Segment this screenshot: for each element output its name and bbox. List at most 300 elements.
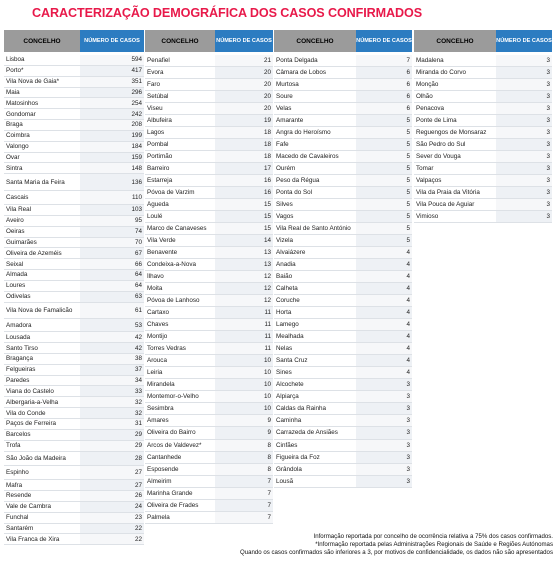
table-row — [4, 174, 144, 191]
table-row — [274, 151, 412, 163]
concelho-cell: Ponta Delgada — [276, 57, 318, 64]
table-row — [414, 103, 552, 115]
concelho-cell: Santa Maria da Feira — [6, 178, 65, 186]
concelho-cell: Lousã — [276, 477, 294, 485]
concelho-cell: Braga — [6, 121, 23, 129]
concelho-cell: Esposende — [147, 465, 179, 473]
table-row — [145, 55, 273, 67]
table-row — [274, 115, 412, 127]
cases-cell: 32 — [80, 397, 144, 407]
table-row — [274, 187, 412, 199]
table-row — [414, 199, 552, 211]
concelho-cell: Tomar — [416, 165, 434, 173]
cases-cell: 29 — [80, 441, 144, 451]
table-row — [274, 355, 412, 367]
table-row — [274, 67, 412, 79]
cases-cell: 31 — [80, 419, 144, 429]
concelho-cell: Alcochete — [276, 381, 304, 389]
table-row — [274, 379, 412, 391]
table-row — [145, 235, 273, 247]
cases-cell: 8 — [215, 452, 273, 463]
cases-cell: 3 — [356, 403, 412, 414]
table-row — [274, 199, 412, 211]
concelho-cell: Ourém — [276, 165, 296, 173]
cases-cell: 12 — [215, 283, 273, 294]
cases-cell: 10 — [215, 379, 273, 390]
cases-cell: 7 — [215, 500, 273, 511]
table-row — [4, 55, 144, 66]
table-row — [274, 235, 412, 247]
cases-cell: 53 — [80, 319, 144, 331]
table-row — [145, 79, 273, 91]
concelho-cell: Aveiro — [6, 217, 24, 225]
page-title: CARACTERIZAÇÃO DEMOGRÁFICA DOS CASOS CONFIRMADOS — [32, 6, 423, 20]
table-row — [145, 476, 273, 488]
concelho-cell: Caminha — [276, 417, 302, 425]
table-row — [4, 354, 144, 365]
table-header — [414, 30, 552, 52]
table-row — [274, 391, 412, 403]
cases-cell: 33 — [80, 386, 144, 396]
concelho-cell: Amares — [147, 417, 169, 425]
concelho-cell: Lousada — [6, 333, 31, 341]
table-row — [274, 403, 412, 415]
header-numero-casos: NÚMERO DE CASOS — [215, 30, 273, 52]
table-row — [145, 415, 273, 427]
cases-cell: 13 — [215, 259, 273, 270]
concelho-cell: Oeiras — [6, 228, 25, 236]
cases-cell: 10 — [215, 355, 273, 366]
cases-cell: 3 — [356, 391, 412, 402]
table-row — [4, 386, 144, 397]
cases-cell: 11 — [215, 343, 273, 354]
cases-cell: 296 — [80, 88, 144, 98]
cases-cell: 22 — [80, 534, 144, 544]
concelho-cell: Gondomar — [6, 110, 36, 118]
concelho-cell: São Pedro do Sul — [416, 141, 466, 149]
table-row — [145, 452, 273, 464]
cases-cell: 136 — [80, 174, 144, 190]
concelho-cell: Penafiel — [147, 57, 170, 64]
cases-cell: 27 — [80, 466, 144, 479]
cases-cell: 95 — [80, 216, 144, 226]
cases-cell: 63 — [80, 292, 144, 302]
cases-cell: 3 — [356, 379, 412, 390]
table-row — [4, 502, 144, 513]
table-row — [4, 238, 144, 249]
table-row — [145, 115, 273, 127]
cases-cell: 27 — [80, 480, 144, 490]
table-row — [4, 376, 144, 387]
cases-cell: 20 — [215, 79, 273, 90]
cases-cell: 9 — [215, 427, 273, 438]
cases-cell: 12 — [215, 271, 273, 282]
concelho-cell: Vale de Cambra — [6, 503, 52, 511]
concelho-cell: Barcelos — [6, 431, 31, 439]
concelho-cell: Funchal — [6, 514, 29, 522]
cases-cell: 4 — [356, 283, 412, 294]
concelho-cell: Bragança — [6, 355, 33, 363]
cases-cell: 19 — [215, 115, 273, 126]
table-row — [4, 365, 144, 376]
table-row — [145, 355, 273, 367]
concelho-cell: Calheta — [276, 285, 298, 293]
table-row — [274, 91, 412, 103]
cases-cell: 3 — [496, 91, 552, 102]
cases-cell: 7 — [356, 55, 412, 66]
cases-cell: 38 — [80, 354, 144, 364]
concelho-cell: Reguengos de Monsaraz — [416, 129, 487, 137]
table-row — [4, 88, 144, 99]
table-row — [145, 151, 273, 163]
concelho-cell: Ponte de Lima — [416, 117, 457, 125]
concelho-cell: Vila da Praia da Vitória — [416, 189, 480, 197]
cases-cell: 21 — [215, 55, 273, 66]
table-row — [274, 139, 412, 151]
table-row — [4, 319, 144, 332]
concelho-cell: Olhão — [416, 93, 433, 101]
table-row — [414, 139, 552, 151]
concelho-cell: Póvoa de Varzim — [147, 189, 195, 197]
concelho-cell: Horta — [276, 309, 292, 317]
table-row — [4, 491, 144, 502]
concelho-cell: Marco de Canaveses — [147, 225, 207, 233]
concelho-cell: Baião — [276, 273, 293, 281]
cases-cell: 184 — [80, 142, 144, 152]
table-row — [4, 452, 144, 467]
table-row — [4, 259, 144, 270]
cases-cell: 74 — [80, 227, 144, 237]
table-row — [4, 109, 144, 120]
concelho-cell: Penacova — [416, 105, 445, 113]
concelho-cell: Monção — [416, 81, 439, 89]
concelho-cell: Alvaiázere — [276, 249, 306, 257]
cases-cell: 4 — [356, 367, 412, 378]
cases-cell: 66 — [80, 259, 144, 269]
concelho-cell: Felgueiras — [6, 366, 36, 374]
concelho-cell: Águeda — [147, 201, 169, 209]
table-row — [4, 77, 144, 88]
table-row — [4, 534, 144, 545]
concelho-cell: Caldas da Rainha — [276, 405, 327, 413]
concelho-cell: Torres Vedras — [147, 345, 186, 353]
concelho-cell: Moita — [147, 285, 163, 293]
concelho-cell: Nelas — [276, 345, 293, 353]
table-row — [4, 227, 144, 238]
table-row — [274, 223, 412, 235]
concelho-cell: Póvoa de Lanhoso — [147, 297, 200, 305]
concelho-cell: Sintra — [6, 164, 23, 172]
concelho-cell: Paços de Ferreira — [6, 420, 57, 428]
concelho-cell: Coimbra — [6, 132, 30, 140]
cases-cell: 11 — [215, 319, 273, 330]
concelho-cell: Ílhavo — [147, 273, 164, 281]
concelho-cell: Mafra — [6, 481, 23, 489]
cases-cell: 20 — [215, 103, 273, 114]
concelho-cell: Estarreja — [147, 177, 173, 185]
table-row — [4, 131, 144, 142]
cases-cell: 3 — [356, 427, 412, 438]
concelho-cell: Cascais — [6, 194, 29, 202]
table-row — [274, 440, 412, 452]
header-concelho: CONCELHO — [274, 30, 356, 52]
table-row — [4, 524, 144, 535]
header-numero-casos: NÚMERO DE CASOS — [356, 30, 412, 52]
concelho-cell: Porto* — [6, 67, 24, 75]
concelho-cell: Condeixa-a-Nova — [147, 261, 197, 269]
concelho-cell: Odivelas — [6, 293, 31, 301]
cases-cell: 20 — [215, 67, 273, 78]
table-row — [4, 292, 144, 303]
concelho-cell: Lagos — [147, 129, 165, 137]
concelho-cell: Oliveira do Bairro — [147, 429, 196, 437]
concelho-cell: Silves — [276, 201, 293, 209]
concelho-cell: Carrazeda de Ansiães — [276, 429, 338, 437]
cases-cell: 9 — [215, 415, 273, 426]
table-row — [4, 281, 144, 292]
table-row — [274, 427, 412, 439]
table-row — [145, 271, 273, 283]
concelho-cell: Oliveira de Frades — [147, 501, 199, 509]
table-row — [4, 513, 144, 524]
table-row — [145, 464, 273, 476]
concelho-cell: Santa Cruz — [276, 357, 308, 365]
table-column — [145, 30, 273, 524]
concelho-cell: Mealhada — [276, 333, 304, 341]
concelho-cell: Soure — [276, 93, 293, 101]
table-row — [4, 216, 144, 227]
cases-cell: 3 — [496, 187, 552, 198]
table-row — [4, 270, 144, 281]
cases-cell: 3 — [356, 476, 412, 487]
concelho-cell: Madalena — [416, 57, 444, 64]
concelho-cell: São João da Madeira — [6, 454, 66, 462]
table-row — [145, 488, 273, 500]
table-row — [414, 175, 552, 187]
table-column — [414, 30, 552, 223]
footnote: Informação reportada por concelho de ocorrência relativa a 75% dos casos confirmados. — [313, 533, 553, 540]
concelho-cell: Albufeira — [147, 117, 172, 125]
table-row — [414, 127, 552, 139]
cases-cell: 5 — [356, 187, 412, 198]
concelho-cell: Cartaxo — [147, 309, 170, 317]
footnote: *Informação reportada pelas Administrações Regionais de Saúde e Regiões Autónomas — [315, 541, 553, 548]
concelho-cell: Maia — [6, 88, 20, 96]
cases-cell: 15 — [215, 211, 273, 222]
concelho-cell: Chaves — [147, 321, 169, 329]
table-row — [274, 283, 412, 295]
table-row — [274, 452, 412, 464]
concelho-cell: Ovar — [6, 154, 20, 162]
cases-cell: 13 — [215, 247, 273, 258]
cases-cell: 3 — [496, 151, 552, 162]
table-row — [274, 415, 412, 427]
table-row — [145, 403, 273, 415]
cases-cell: 4 — [356, 343, 412, 354]
table-row — [145, 163, 273, 175]
cases-cell: 28 — [80, 452, 144, 466]
concelho-cell: Macedo de Cavaleiros — [276, 153, 339, 161]
table-row — [145, 103, 273, 115]
concelho-cell: Cinfães — [276, 441, 298, 449]
cases-cell: 64 — [80, 281, 144, 291]
concelho-cell: Loures — [6, 282, 26, 290]
cases-cell: 4 — [356, 319, 412, 330]
cases-cell: 3 — [356, 464, 412, 475]
table-row — [274, 295, 412, 307]
table-row — [145, 67, 273, 79]
cases-cell: 24 — [80, 502, 144, 512]
concelho-cell: Arouca — [147, 357, 167, 365]
concelho-cell: Vila Nova de Famalicão — [6, 306, 73, 314]
table-row — [145, 319, 273, 331]
cases-cell: 5 — [356, 139, 412, 150]
table-header — [145, 30, 273, 52]
concelho-cell: Resende — [6, 492, 32, 500]
concelho-cell: Santarém — [6, 525, 34, 533]
concelho-cell: Cantanhede — [147, 453, 182, 461]
cases-cell: 8 — [215, 464, 273, 475]
concelho-cell: Vila Real de Santo António — [276, 225, 351, 233]
table-row — [4, 408, 144, 419]
table-row — [4, 466, 144, 480]
cases-cell: 11 — [215, 331, 273, 342]
concelho-cell: Vimioso — [416, 213, 439, 221]
cases-cell: 10 — [215, 367, 273, 378]
table-row — [414, 55, 552, 67]
table-row — [274, 247, 412, 259]
cases-cell: 4 — [356, 259, 412, 270]
table-row — [414, 91, 552, 103]
table-row — [145, 427, 273, 439]
cases-cell: 6 — [356, 79, 412, 90]
table-row — [145, 307, 273, 319]
table-header — [274, 30, 412, 52]
cases-cell: 4 — [356, 271, 412, 282]
cases-cell: 7 — [215, 476, 273, 487]
concelho-cell: Vila Verde — [147, 237, 176, 245]
cases-cell: 5 — [356, 199, 412, 210]
table-row — [4, 397, 144, 408]
table-row — [274, 79, 412, 91]
table-row — [4, 430, 144, 441]
cases-cell: 61 — [80, 303, 144, 319]
cases-cell: 10 — [215, 403, 273, 414]
table-row — [145, 175, 273, 187]
cases-cell: 42 — [80, 343, 144, 353]
table-header — [4, 30, 144, 52]
cases-cell: 4 — [356, 247, 412, 258]
cases-cell: 3 — [496, 139, 552, 150]
table-column — [274, 30, 412, 488]
concelho-cell: Coruche — [276, 297, 300, 305]
cases-cell: 103 — [80, 205, 144, 215]
table-row — [4, 480, 144, 491]
concelho-cell: Alpiarça — [276, 393, 299, 401]
cases-cell: 3 — [496, 79, 552, 90]
cases-cell: 3 — [356, 415, 412, 426]
cases-cell: 18 — [215, 127, 273, 138]
cases-cell: 5 — [356, 151, 412, 162]
cases-cell: 7 — [215, 512, 273, 523]
concelho-cell: Arcos de Valdevez* — [147, 441, 202, 449]
concelho-cell: Miranda do Corvo — [416, 69, 467, 77]
concelho-cell: Albergaria-a-Velha — [6, 398, 59, 406]
concelho-cell: Anadia — [276, 261, 296, 269]
header-concelho: CONCELHO — [414, 30, 496, 52]
cases-cell: 8 — [215, 440, 273, 451]
table-row — [274, 103, 412, 115]
cases-cell: 70 — [80, 238, 144, 248]
cases-cell: 5 — [356, 115, 412, 126]
cases-cell: 3 — [496, 211, 552, 222]
table-row — [145, 331, 273, 343]
cases-cell: 5 — [356, 175, 412, 186]
concelho-cell: Loulé — [147, 213, 163, 221]
cases-cell: 3 — [496, 115, 552, 126]
table-row — [145, 187, 273, 199]
cases-cell: 3 — [356, 440, 412, 451]
table-row — [4, 153, 144, 164]
concelho-cell: Marinha Grande — [147, 489, 193, 497]
concelho-cell: Portimão — [147, 153, 173, 161]
cases-cell: 3 — [496, 67, 552, 78]
concelho-cell: Viseu — [147, 105, 163, 113]
concelho-cell: Matosinhos — [6, 99, 39, 107]
cases-cell: 6 — [356, 67, 412, 78]
concelho-cell: Almada — [6, 271, 28, 279]
table-row — [4, 163, 144, 174]
cases-cell: 5 — [356, 211, 412, 222]
concelho-cell: Velas — [276, 105, 292, 113]
concelho-cell: Vizela — [276, 237, 294, 245]
concelho-cell: Mirandela — [147, 381, 175, 389]
table-row — [274, 307, 412, 319]
table-row — [145, 259, 273, 271]
table-row — [4, 142, 144, 153]
table-row — [414, 163, 552, 175]
concelho-cell: Leiria — [147, 369, 163, 377]
cases-cell: 14 — [215, 235, 273, 246]
concelho-cell: Valpaços — [416, 177, 442, 185]
cases-cell: 351 — [80, 77, 144, 87]
concelho-cell: Figueira da Foz — [276, 453, 320, 461]
concelho-cell: Angra do Heroísmo — [276, 129, 331, 137]
table-row — [274, 127, 412, 139]
concelho-cell: Trofa — [6, 442, 21, 450]
table-row — [145, 211, 273, 223]
table-row — [145, 512, 273, 524]
header-concelho: CONCELHO — [4, 30, 80, 52]
cases-cell: 18 — [215, 139, 273, 150]
table-row — [145, 500, 273, 512]
cases-cell: 3 — [496, 175, 552, 186]
footnote: Quando os casos confirmados são inferiores a 3, por motivos de confidencialidade, os dados não são apresentados — [239, 549, 553, 556]
cases-cell: 5 — [356, 235, 412, 246]
table-row — [145, 91, 273, 103]
cases-cell: 15 — [215, 199, 273, 210]
table-row — [414, 187, 552, 199]
table-row — [145, 223, 273, 235]
concelho-cell: Vagos — [276, 213, 294, 221]
cases-cell: 5 — [356, 163, 412, 174]
cases-cell: 3 — [496, 127, 552, 138]
cases-cell: 26 — [80, 491, 144, 501]
table-row — [274, 55, 412, 67]
concelho-cell: Grândola — [276, 465, 302, 473]
cases-cell: 417 — [80, 66, 144, 76]
cases-cell: 7 — [215, 488, 273, 499]
